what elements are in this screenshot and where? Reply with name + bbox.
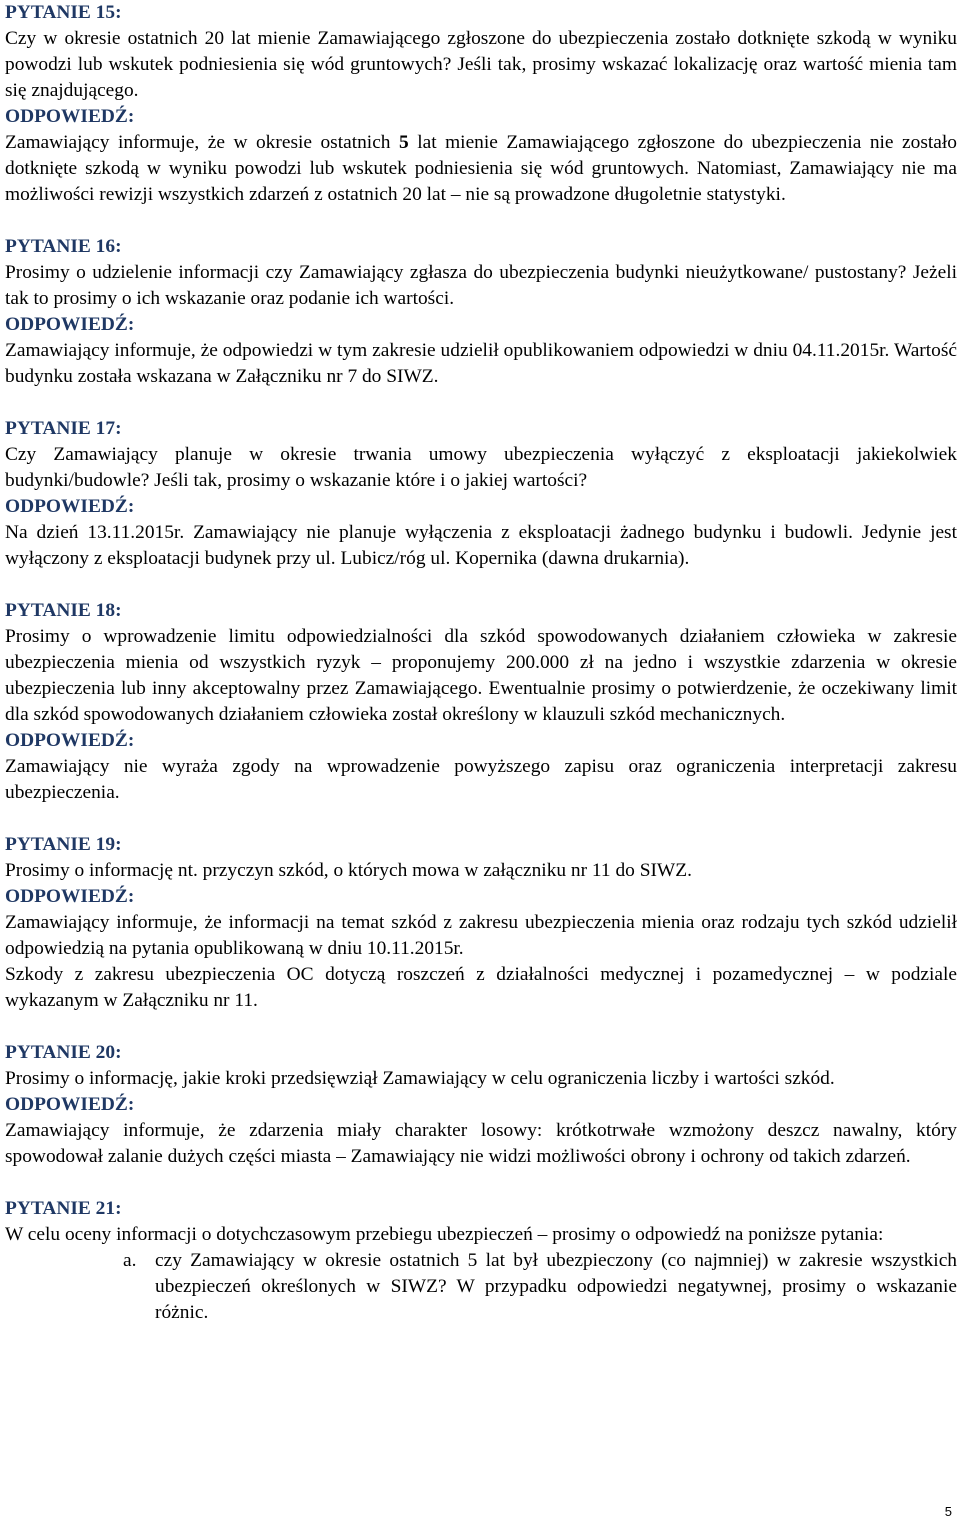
- question-16-title: PYTANIE 16:: [5, 236, 122, 257]
- document-page: [5, 0, 957, 1326]
- question-15-text: Czy w okresie ostatnich 20 lat mienie Zamawiającego zgłoszone do ubezpieczenia zostało dotknięte szkodą w wyniku powodzi lub wskutek podniesienia się wód gruntowych? Jeśli tak, prosimy wskazać lokalizację oraz wartość mienia tam się znajdującego.: [5, 28, 957, 101]
- question-18-text: Prosimy o wprowadzenie limitu odpowiedzialności dla szkód spowodowanych działaniem człowieka w zakresie ubezpieczenia mienia od wszystkich ryzyk – proponujemy 200.000 zł na jedno i wszystkie zdarzenia w okresie ubezpieczenia lub inny akceptowalny przez Zamawiającego. Ewentualnie prosimy o potwierdzenie, że oczekiwany limit dla szkód spowodowanych działaniem człowieka został określony w klauzuli szkód mechanicznych.: [5, 626, 957, 725]
- question-21-title: PYTANIE 21:: [5, 1198, 122, 1219]
- question-17-text: Czy Zamawiający planuje w okresie trwania umowy ubezpieczenia wyłączyć z eksploatacji jakiekolwiek budynki/budowle? Jeśli tak, prosimy o wskazanie które i o jakiej wartości?: [5, 444, 957, 491]
- question-20-title: PYTANIE 20:: [5, 1042, 122, 1063]
- answer-18-text: Zamawiający nie wyraża zgody na wprowadzenie powyższego zapisu oraz ograniczenia interpretacji zakresu ubezpieczenia.: [5, 756, 957, 803]
- list-item-marker: a.: [123, 1250, 137, 1271]
- question-18-section: [5, 598, 957, 806]
- answer-17-label: ODPOWIEDŹ:: [5, 496, 135, 517]
- answer-19-label: ODPOWIEDŹ:: [5, 886, 135, 907]
- answer-15-text: [5, 130, 957, 208]
- answer-20-text: Zamawiający informuje, że zdarzenia miały charakter losowy: krótkotrwałe wzmożony deszcz nawalny, który spowodował zalanie dużych części miasta – Zamawiający nie widzi możliwości obrony i ochrony od takich zdarzeń.: [5, 1120, 957, 1167]
- answer-15-label: ODPOWIEDŹ:: [5, 106, 135, 127]
- list-item: [5, 1248, 957, 1326]
- question-16-section: [5, 234, 957, 390]
- question-19-text: Prosimy o informację nt. przyczyn szkód, o których mowa w załączniku nr 11 do SIWZ.: [5, 860, 692, 881]
- question-21-section: [5, 1196, 957, 1326]
- answer-15-text-end: lat mienie Zamawiającego zgłoszone do ubezpieczenia nie zostało dotknięte szkodą w wyniku powodzi lub wskutek podniesienia się wód gruntowych. Natomiast, Zamawiający nie ma możliwości rewizji wszystkich zdarzeń z ostatnich 20 lat – nie są prowadzone długoletnie statystyki.: [5, 132, 957, 205]
- answer-15-years-value: 5: [399, 132, 409, 153]
- answer-15-text-start: Zamawiający informuje, że w okresie ostatnich: [5, 132, 399, 153]
- question-20-section: [5, 1040, 957, 1170]
- question-19-section: [5, 832, 957, 1014]
- page-number: 5: [944, 1504, 952, 1519]
- answer-20-label: ODPOWIEDŹ:: [5, 1094, 135, 1115]
- question-17-title: PYTANIE 17:: [5, 418, 122, 439]
- answer-19-text: Zamawiający informuje, że informacji na temat szkód z zakresu ubezpieczenia mienia oraz rodzaju tych szkód udzielił odpowiedzią na pytania opublikowaną w dniu 10.11.2015r.: [5, 912, 957, 959]
- question-15-section: [5, 0, 957, 208]
- question-15-title: PYTANIE 15:: [5, 2, 122, 23]
- question-19-title: PYTANIE 19:: [5, 834, 122, 855]
- question-16-text: Prosimy o udzielenie informacji czy Zamawiający zgłasza do ubezpieczenia budynki nieużytkowane/ pustostany? Jeżeli tak to prosimy o ich wskazanie oraz podanie ich wartości.: [5, 262, 957, 309]
- answer-17-text: Na dzień 13.11.2015r. Zamawiający nie planuje wyłączenia z eksploatacji żadnego budynku i budowli. Jedynie jest wyłączony z eksploatacji budynek przy ul. Lubicz/róg ul. Kopernika (dawna drukarnia).: [5, 522, 957, 569]
- list-item-text: czy Zamawiający w okresie ostatnich 5 lat był ubezpieczony (co najmniej) w zakresie wszystkich ubezpieczeń określonych w SIWZ? W przypadku odpowiedzi negatywnej, prosimy o wskazanie różnic.: [155, 1250, 957, 1323]
- question-21-list: [5, 1248, 957, 1326]
- answer-19-text-continued: Szkody z zakresu ubezpieczenia OC dotyczą roszczeń z działalności medycznej i pozamedycznej – w podziale wykazanym w Załączniku nr 11.: [5, 964, 957, 1011]
- question-21-text: W celu oceny informacji o dotychczasowym przebiegu ubezpieczeń – prosimy o odpowiedź na poniższe pytania:: [5, 1224, 884, 1245]
- answer-16-label: ODPOWIEDŹ:: [5, 314, 135, 335]
- question-17-section: [5, 416, 957, 572]
- answer-18-label: ODPOWIEDŹ:: [5, 730, 135, 751]
- answer-16-text: Zamawiający informuje, że odpowiedzi w tym zakresie udzielił opublikowaniem odpowiedzi w dniu 04.11.2015r. Wartość budynku została wskazana w Załączniku nr 7 do SIWZ.: [5, 340, 957, 387]
- question-20-text: Prosimy o informację, jakie kroki przedsięwziął Zamawiający w celu ograniczenia liczby i wartości szkód.: [5, 1068, 835, 1089]
- question-18-title: PYTANIE 18:: [5, 600, 122, 621]
